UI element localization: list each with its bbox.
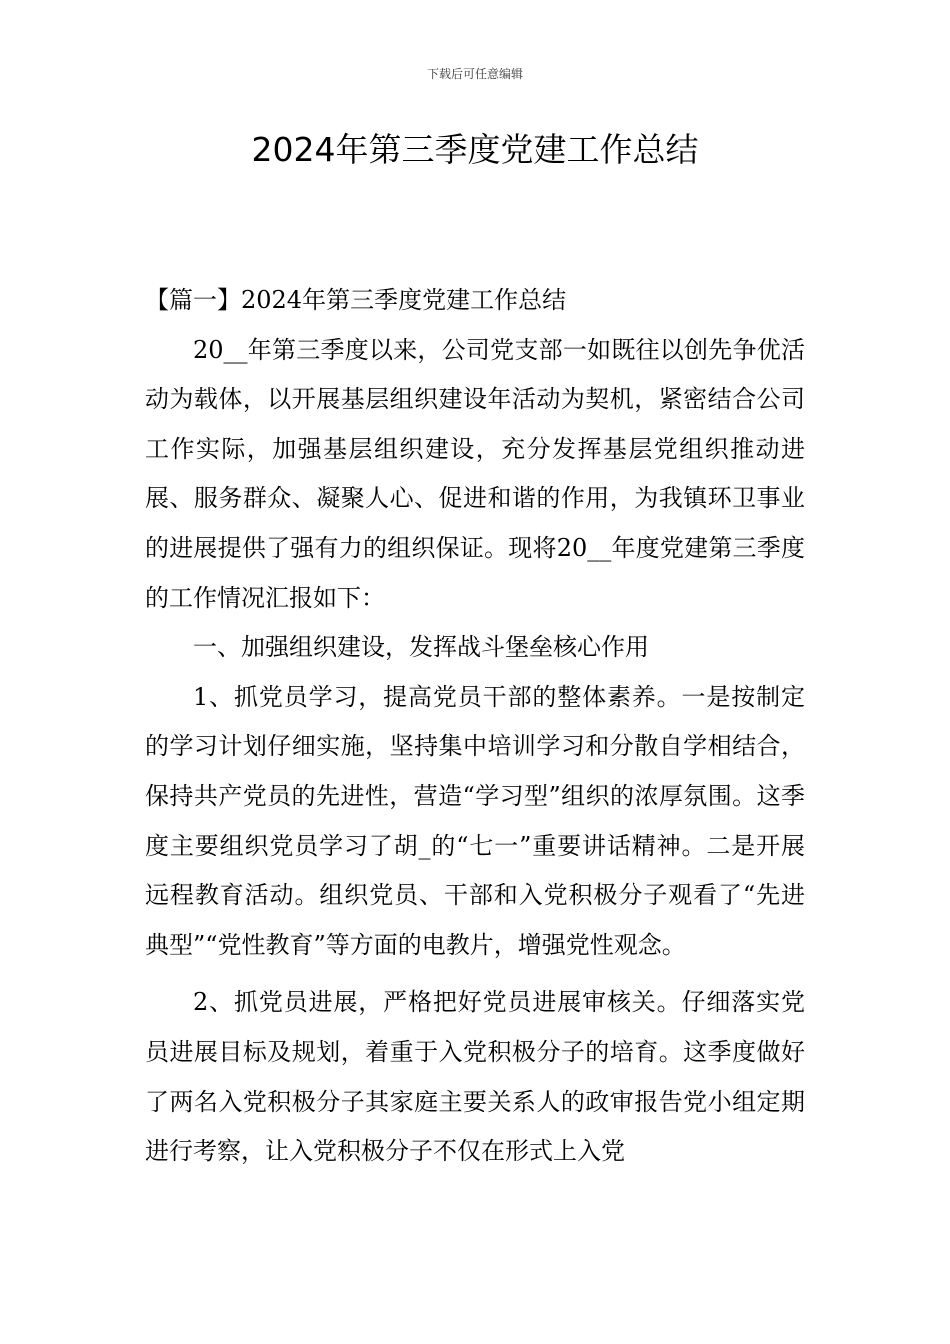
paragraph-intro: 20__年第三季度以来，公司党支部一如既往以创先争优活动为载体，以开展基层组织建设年活动为契机，紧密结合公司工作实际，加强基层组织建设，充分发挥基层党组织推动进展、服务群众、凝聚人心、促进和谐的作用，为我镇环卫事业的进展提供了强有力的组织保证。现将20__年度党建第三季度的工作情况汇报如下： [145,335,805,612]
section-heading: 【篇一】2024年第三季度党建工作总结 [145,286,567,314]
header-note: 下载后可任意编辑 [426,67,523,81]
paragraph-party-study: 1、抓党员学习，提高党员干部的整体素养。一是按制定的学习计划仔细实施，坚持集中培训学习和分散自学相结合，保持共产党员的先进性，营造“学习型”组织的浓厚氛围。这季度主要组织党员学习了胡_的“七一”重要讲话精神。二是开展远程教育活动。组织党员、干部和入党积极分子观看了“先进典型”“党性教育”等方面的电教片，增强党性观念。 [145,682,805,959]
document-title: 2024年第三季度党建工作总结 [251,130,699,169]
document-body [145,276,805,1177]
paragraph-party-development: 2、抓党员进展，严格把好党员进展审核关。仔细落实党员进展目标及规划，着重于入党积极分子的培育。这季度做好了两名入党积极分子其家庭主要关系人的政审报告党小组定期进行考察，让入党积极分子不仅在形式上入党 [145,988,805,1166]
paragraph-heading-organization: 一、加强组织建设，发挥战斗堡垒核心作用 [193,633,649,662]
